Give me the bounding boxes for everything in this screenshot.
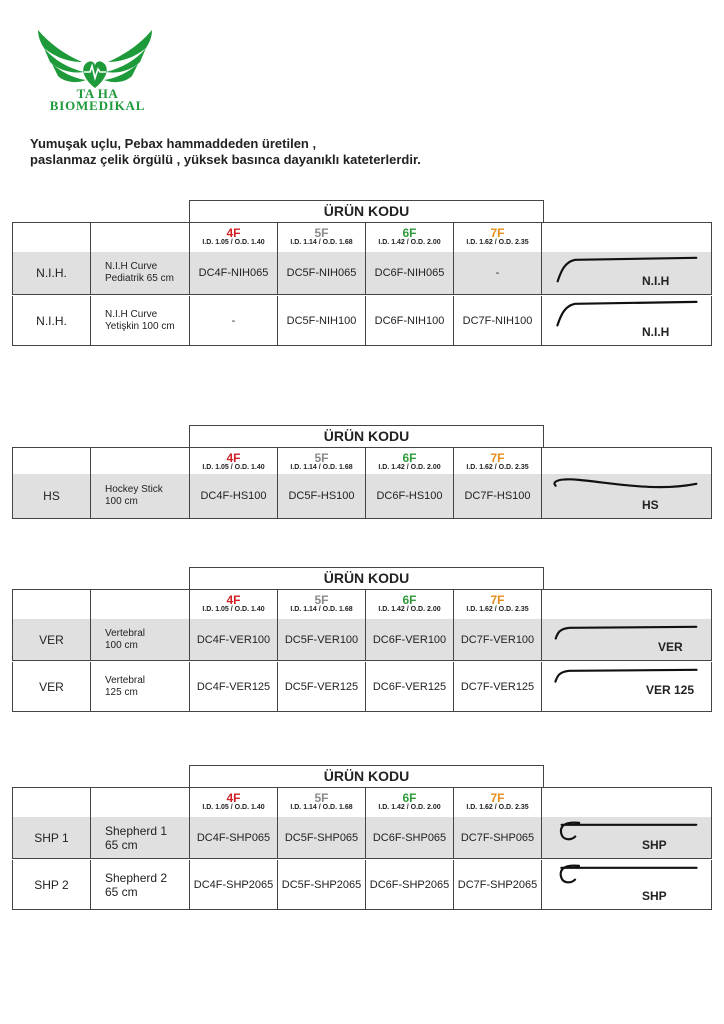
- curve-label: SHP: [642, 889, 667, 903]
- product-description: Shepherd 1 65 cm: [91, 817, 190, 858]
- product-name: SHP 2: [13, 860, 91, 909]
- blank-cell: [542, 223, 711, 252]
- product-code: -: [454, 252, 542, 294]
- product-name: VER: [13, 619, 91, 660]
- size-label: 5F: [314, 450, 329, 465]
- size-header-row: [12, 589, 712, 620]
- product-code-header: ÜRÜN KODU: [189, 200, 544, 222]
- product-description: N.I.H Curve Yetişkin 100 cm: [91, 296, 190, 345]
- size-dimensions: I.D. 1.05 / O.D. 1.40: [202, 463, 265, 471]
- size-dimensions: I.D. 1.05 / O.D. 1.40: [202, 238, 265, 246]
- product-row: [12, 817, 712, 859]
- product-code: DC6F-NIH065: [366, 252, 454, 294]
- curve-label: SHP: [642, 838, 667, 852]
- curve-label: N.I.H: [642, 325, 670, 339]
- size-dimensions: I.D. 1.14 / O.D. 1.68: [290, 463, 353, 471]
- blank-cell: [13, 788, 91, 817]
- product-code: DC5F-SHP2065: [278, 860, 366, 909]
- intro-line2: paslanmaz çelik örgülü , yüksek basınca dayanıklı kateterlerdir.: [30, 152, 421, 167]
- product-row: [12, 619, 712, 661]
- blank-cell: [13, 448, 91, 477]
- size-label: 7F: [490, 450, 505, 465]
- product-description: Vertebral 125 cm: [91, 662, 190, 711]
- size-header-7f: [454, 448, 542, 477]
- product-description: Shepherd 2 65 cm: [91, 860, 190, 909]
- product-row: [12, 296, 712, 346]
- product-name: VER: [13, 662, 91, 711]
- size-header-4f: [190, 788, 278, 817]
- product-code: DC5F-VER125: [278, 662, 366, 711]
- size-header-5f: [278, 448, 366, 477]
- product-row: [12, 860, 712, 910]
- product-code-header: ÜRÜN KODU: [189, 567, 544, 589]
- size-header-6f: [366, 223, 454, 252]
- product-name: SHP 1: [13, 817, 91, 858]
- product-description: Hockey Stick 100 cm: [91, 474, 190, 518]
- product-row: [12, 252, 712, 295]
- product-code: DC7F-NIH100: [454, 296, 542, 345]
- size-label: 4F: [226, 790, 241, 805]
- product-code-header: ÜRÜN KODU: [189, 425, 544, 447]
- size-dimensions: I.D. 1.42 / O.D. 2.00: [378, 605, 441, 613]
- product-code: DC4F-HS100: [190, 474, 278, 518]
- size-header-6f: [366, 590, 454, 619]
- catheter-curve-icon: [548, 296, 704, 345]
- size-label: 4F: [226, 592, 241, 607]
- size-label: 7F: [490, 790, 505, 805]
- product-code: DC6F-VER125: [366, 662, 454, 711]
- product-code: DC5F-NIH065: [278, 252, 366, 294]
- size-label: 6F: [402, 790, 417, 805]
- size-label: 6F: [402, 225, 417, 240]
- curve-illustration: [542, 474, 711, 518]
- size-label: 7F: [490, 592, 505, 607]
- brand-name-line1: TA HA: [76, 86, 119, 101]
- product-code: DC4F-VER125: [190, 662, 278, 711]
- size-dimensions: I.D. 1.42 / O.D. 2.00: [378, 238, 441, 246]
- blank-cell: [542, 590, 711, 619]
- blank-cell: [542, 448, 711, 477]
- product-code: DC7F-VER125: [454, 662, 542, 711]
- intro-text: [30, 136, 421, 168]
- product-code: DC7F-HS100: [454, 474, 542, 518]
- size-header-6f: [366, 788, 454, 817]
- product-code: DC4F-VER100: [190, 619, 278, 660]
- product-code-header: ÜRÜN KODU: [189, 765, 544, 787]
- size-dimensions: I.D. 1.62 / O.D. 2.35: [466, 605, 529, 613]
- curve-illustration: [542, 252, 711, 294]
- curve-label: VER 125: [646, 683, 695, 697]
- size-header-7f: [454, 788, 542, 817]
- size-label: 6F: [402, 450, 417, 465]
- size-label: 4F: [226, 225, 241, 240]
- product-code: DC5F-HS100: [278, 474, 366, 518]
- blank-cell: [91, 448, 190, 477]
- size-header-row: [12, 787, 712, 818]
- size-header-7f: [454, 223, 542, 252]
- size-dimensions: I.D. 1.05 / O.D. 1.40: [202, 605, 265, 613]
- intro-line1: Yumuşak uçlu, Pebax hammaddeden üretilen ,: [30, 136, 317, 151]
- catheter-curve-icon: [548, 474, 704, 518]
- size-label: 5F: [314, 592, 329, 607]
- product-code: DC5F-VER100: [278, 619, 366, 660]
- product-code: -: [190, 296, 278, 345]
- product-code: DC6F-VER100: [366, 619, 454, 660]
- product-row: [12, 662, 712, 712]
- catheter-curve-icon: [548, 817, 704, 858]
- size-header-5f: [278, 223, 366, 252]
- blank-cell: [91, 788, 190, 817]
- catheter-curve-icon: [548, 860, 704, 909]
- product-row: [12, 474, 712, 519]
- product-code: DC5F-NIH100: [278, 296, 366, 345]
- size-label: 6F: [402, 592, 417, 607]
- size-header-7f: [454, 590, 542, 619]
- curve-illustration: [542, 619, 711, 660]
- size-dimensions: I.D. 1.05 / O.D. 1.40: [202, 803, 265, 811]
- curve-label: VER: [658, 640, 683, 654]
- product-code: DC4F-SHP2065: [190, 860, 278, 909]
- blank-cell: [13, 590, 91, 619]
- size-header-5f: [278, 788, 366, 817]
- size-dimensions: I.D. 1.14 / O.D. 1.68: [290, 803, 353, 811]
- product-name: N.I.H.: [13, 296, 91, 345]
- size-header-5f: [278, 590, 366, 619]
- product-code: DC4F-SHP065: [190, 817, 278, 858]
- product-code: DC7F-SHP065: [454, 817, 542, 858]
- size-header-4f: [190, 448, 278, 477]
- product-code: DC4F-NIH065: [190, 252, 278, 294]
- product-code: DC6F-SHP2065: [366, 860, 454, 909]
- curve-illustration: [542, 817, 711, 858]
- size-dimensions: I.D. 1.14 / O.D. 1.68: [290, 605, 353, 613]
- product-code: DC7F-SHP2065: [454, 860, 542, 909]
- size-dimensions: I.D. 1.14 / O.D. 1.68: [290, 238, 353, 246]
- product-name: HS: [13, 474, 91, 518]
- size-label: 5F: [314, 225, 329, 240]
- product-code: DC6F-SHP065: [366, 817, 454, 858]
- blank-cell: [91, 590, 190, 619]
- product-name: N.I.H.: [13, 252, 91, 294]
- size-header-4f: [190, 223, 278, 252]
- size-header-6f: [366, 448, 454, 477]
- size-label: 4F: [226, 450, 241, 465]
- product-code: DC6F-NIH100: [366, 296, 454, 345]
- product-description: Vertebral 100 cm: [91, 619, 190, 660]
- blank-cell: [542, 788, 711, 817]
- blank-cell: [91, 223, 190, 252]
- product-code: DC5F-SHP065: [278, 817, 366, 858]
- product-code: DC7F-VER100: [454, 619, 542, 660]
- size-dimensions: I.D. 1.62 / O.D. 2.35: [466, 463, 529, 471]
- curve-label: N.I.H: [642, 274, 670, 288]
- curve-label: HS: [642, 498, 659, 512]
- catheter-curve-icon: [548, 252, 704, 294]
- product-code: DC6F-HS100: [366, 474, 454, 518]
- brand-name-line2: BIOMEDIKAL: [49, 98, 146, 113]
- size-label: 5F: [314, 790, 329, 805]
- size-dimensions: I.D. 1.42 / O.D. 2.00: [378, 803, 441, 811]
- blank-cell: [13, 223, 91, 252]
- curve-illustration: [542, 296, 711, 345]
- curve-illustration: [542, 860, 711, 909]
- size-dimensions: I.D. 1.42 / O.D. 2.00: [378, 463, 441, 471]
- product-description: N.I.H Curve Pediatrik 65 cm: [91, 252, 190, 294]
- size-dimensions: I.D. 1.62 / O.D. 2.35: [466, 803, 529, 811]
- size-header-row: [12, 222, 712, 253]
- curve-illustration: [542, 662, 711, 711]
- size-label: 7F: [490, 225, 505, 240]
- size-dimensions: I.D. 1.62 / O.D. 2.35: [466, 238, 529, 246]
- size-header-4f: [190, 590, 278, 619]
